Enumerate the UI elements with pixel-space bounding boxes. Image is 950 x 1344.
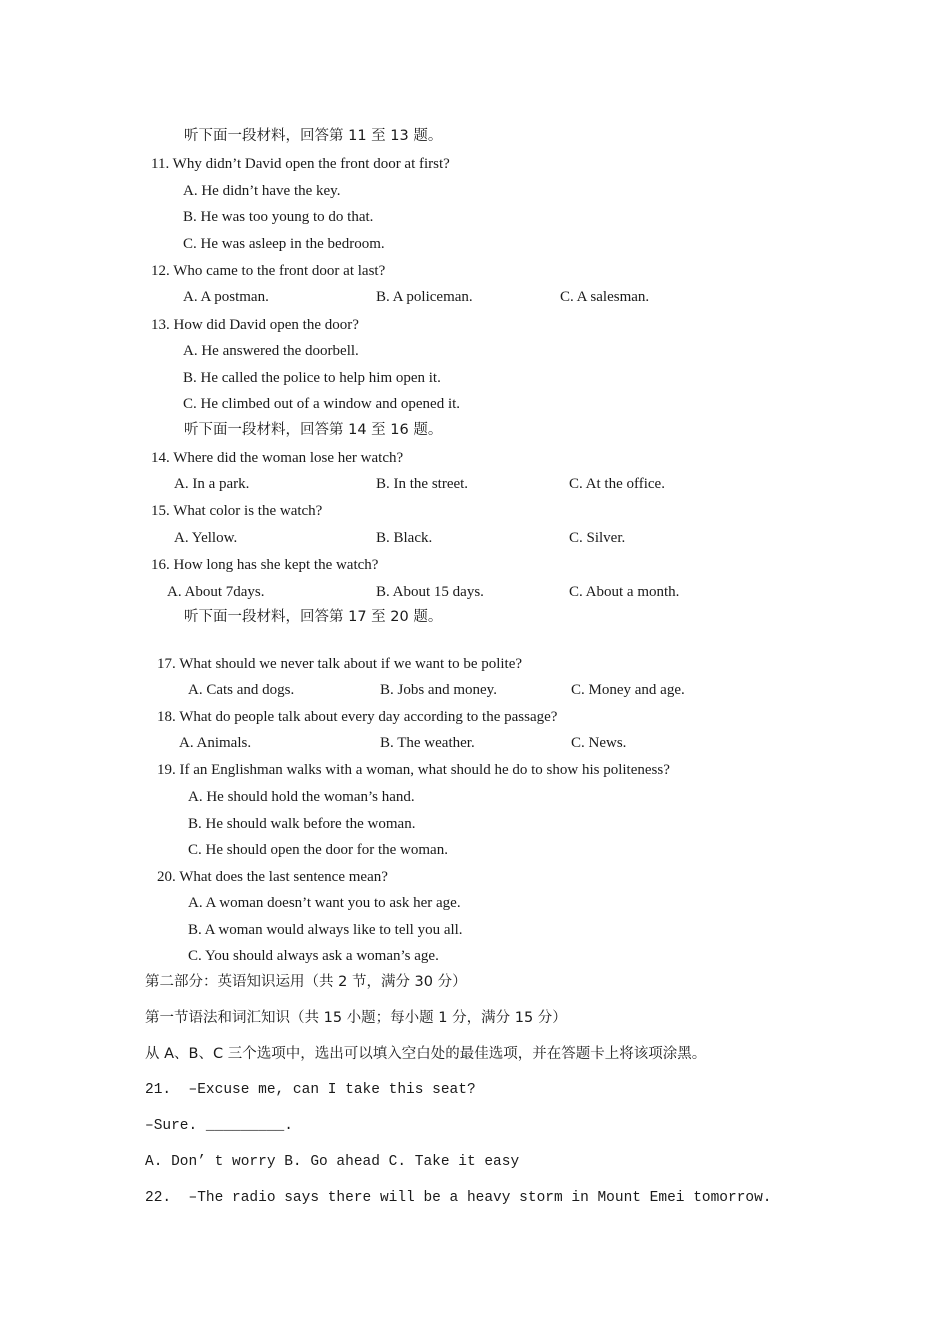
option-16-c: C. About a month. <box>569 584 680 600</box>
question-19: 19. If an Englishman walks with a woman, what should he do to show his politeness? <box>157 762 670 778</box>
option-20-b: B. A woman would always like to tell you all. <box>188 922 463 938</box>
option-14-a: A. In a park. <box>174 476 250 492</box>
option-12-b: B. A policeman. <box>376 289 473 305</box>
question-20: 20. What does the last sentence mean? <box>157 869 388 885</box>
section-intro-14: 听下面一段材料，回答第 14 至 16 题。 <box>184 422 443 438</box>
option-11-a: A. He didn’t have the key. <box>183 183 341 199</box>
option-15-b: B. Black. <box>376 530 433 546</box>
question-21: 21. –Excuse me, can I take this seat? <box>145 1082 476 1098</box>
instruction: 从 A、B、C 三个选项中，选出可以填入空白处的最佳选项，并在答题卡上将该项涂黑。 <box>145 1046 707 1062</box>
section-intro-11: 听下面一段材料，回答第 11 至 13 题。 <box>184 128 443 144</box>
question-18: 18. What do people talk about every day according to the passage? <box>157 709 558 725</box>
option-19-b: B. He should walk before the woman. <box>188 816 416 832</box>
question-15: 15. What color is the watch? <box>151 503 323 519</box>
section-title: 第一节语法和词汇知识（共 15 小题；每小题 1 分，满分 15 分） <box>145 1010 567 1026</box>
option-14-b: B. In the street. <box>376 476 469 492</box>
option-18-c: C. News. <box>571 735 627 751</box>
option-11-b: B. He was too young to do that. <box>183 209 374 225</box>
question-11: 11. Why didn’t David open the front door at first? <box>151 156 450 172</box>
question-17: 17. What should we never talk about if we want to be polite? <box>157 656 523 672</box>
question-16: 16. How long has she kept the watch? <box>151 557 379 573</box>
option-13-b: B. He called the police to help him open it. <box>183 370 441 386</box>
option-15-c: C. Silver. <box>569 530 626 546</box>
question-13: 13. How did David open the door? <box>151 317 359 333</box>
option-16-b: B. About 15 days. <box>376 584 484 600</box>
option-13-c: C. He climbed out of a window and opened it. <box>183 396 461 412</box>
option-17-c: C. Money and age. <box>571 682 685 698</box>
option-14-c: C. At the office. <box>569 476 665 492</box>
question-21-options: A. Don’ t worry B. Go ahead C. Take it easy <box>145 1154 520 1170</box>
question-21-reply: –Sure. _________. <box>145 1118 293 1134</box>
option-17-b: B. Jobs and money. <box>380 682 497 698</box>
option-20-a: A. A woman doesn’t want you to ask her age. <box>188 895 461 911</box>
option-17-a: A. Cats and dogs. <box>188 682 295 698</box>
option-11-c: C. He was asleep in the bedroom. <box>183 236 385 252</box>
option-19-a: A. He should hold the woman’s hand. <box>188 789 415 805</box>
option-12-a: A. A postman. <box>183 289 269 305</box>
option-20-c: C. You should always ask a woman’s age. <box>188 948 439 964</box>
option-12-c: C. A salesman. <box>560 289 650 305</box>
option-18-b: B. The weather. <box>380 735 475 751</box>
option-19-c: C. He should open the door for the woman. <box>188 842 448 858</box>
question-12: 12. Who came to the front door at last? <box>151 263 386 279</box>
part-title: 第二部分：英语知识运用（共 2 节，满分 30 分） <box>145 974 467 990</box>
option-18-a: A. Animals. <box>179 735 252 751</box>
section-intro-17: 听下面一段材料，回答第 17 至 20 题。 <box>184 609 443 625</box>
option-16-a: A. About 7days. <box>167 584 265 600</box>
question-22: 22. –The radio says there will be a heavy storm in Mount Emei tomorrow. <box>145 1190 772 1206</box>
option-15-a: A. Yellow. <box>174 530 238 546</box>
option-13-a: A. He answered the doorbell. <box>183 343 359 359</box>
question-14: 14. Where did the woman lose her watch? <box>151 450 404 466</box>
